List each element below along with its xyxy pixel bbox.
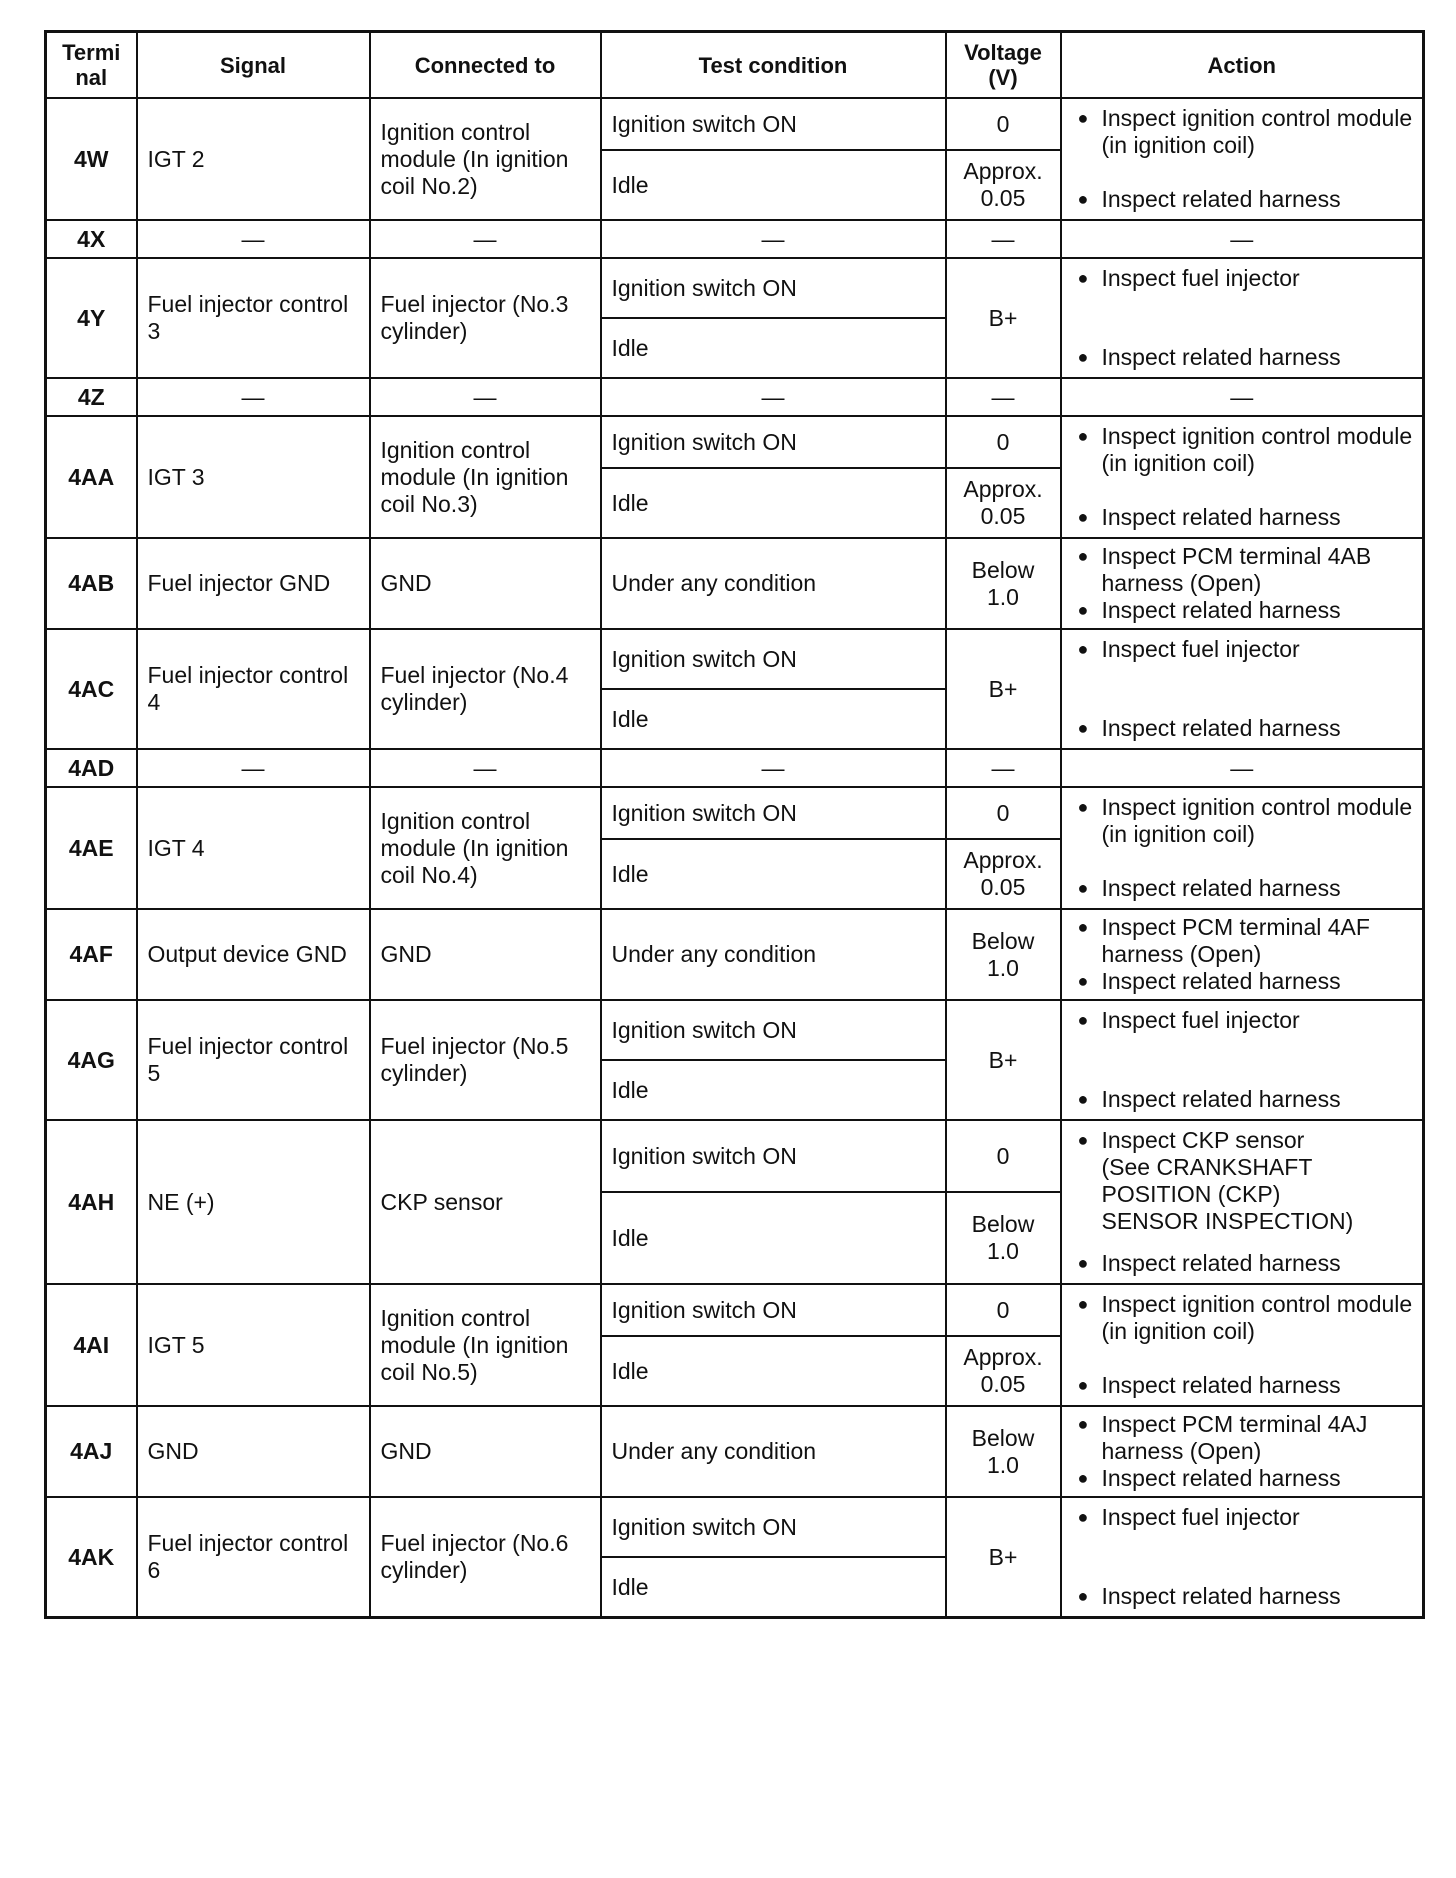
signal-cell: Fuel injector control 6 bbox=[137, 1497, 370, 1618]
voltage-cell: B+ bbox=[946, 1000, 1061, 1120]
signal-cell bbox=[137, 378, 370, 416]
action-list bbox=[1076, 1504, 1415, 1610]
pcm-terminal-table bbox=[44, 30, 1425, 1619]
test-condition-cell: Ignition switch ON bbox=[601, 1120, 946, 1192]
bullet-icon: ● bbox=[1077, 1130, 1089, 1150]
dash-mark: — bbox=[991, 225, 1015, 252]
test-condition-cell: Idle bbox=[601, 1192, 946, 1284]
action-text: Inspect related harness bbox=[1101, 968, 1341, 994]
dash-mark: — bbox=[473, 754, 497, 781]
action-cell bbox=[1061, 1497, 1424, 1618]
bullet-icon: ● bbox=[1077, 268, 1089, 288]
bullet-icon: ● bbox=[1077, 189, 1089, 209]
action-list bbox=[1076, 105, 1415, 213]
header-voltage: Voltage (V) bbox=[946, 32, 1061, 99]
dash-mark: — bbox=[241, 225, 265, 252]
action-item bbox=[1076, 265, 1415, 292]
action-cell bbox=[1061, 538, 1424, 629]
action-cell bbox=[1061, 258, 1424, 378]
terminal-cell: 4AH bbox=[46, 1120, 137, 1284]
action-text: Inspect PCM terminal 4AJ harness (Open) bbox=[1101, 1411, 1368, 1464]
terminal-cell: 4AA bbox=[46, 416, 137, 538]
terminal-cell: 4AK bbox=[46, 1497, 137, 1618]
action-text: Inspect related harness bbox=[1101, 1372, 1341, 1398]
action-item bbox=[1076, 1127, 1415, 1235]
action-text: Inspect CKP sensor (See CRANKSHAFT POSITION (CKP) SENSOR INSPECTION) bbox=[1101, 1127, 1354, 1234]
bullet-icon: ● bbox=[1077, 718, 1089, 738]
action-cell bbox=[1061, 749, 1424, 787]
bullet-icon: ● bbox=[1077, 1253, 1089, 1273]
connected-to-cell: Ignition control module (In ignition coil No.2) bbox=[370, 98, 601, 220]
dash-mark: — bbox=[761, 225, 785, 252]
table-row bbox=[46, 1497, 1424, 1557]
bullet-icon: ● bbox=[1077, 1586, 1089, 1606]
test-condition-cell: Ignition switch ON bbox=[601, 258, 946, 318]
table-row bbox=[46, 220, 1424, 258]
action-item bbox=[1076, 1291, 1415, 1345]
action-cell bbox=[1061, 98, 1424, 220]
connected-to-cell: Ignition control module (In ignition coil No.5) bbox=[370, 1284, 601, 1406]
connected-to-cell: GND bbox=[370, 909, 601, 1000]
test-condition-cell: Ignition switch ON bbox=[601, 1497, 946, 1557]
dash-mark: — bbox=[1230, 383, 1254, 410]
connected-to-cell: Fuel injector (No.3 cylinder) bbox=[370, 258, 601, 378]
voltage-cell: 0 bbox=[946, 787, 1061, 839]
voltage-cell: Approx. 0.05 bbox=[946, 150, 1061, 220]
connected-to-cell: Fuel injector (No.4 cylinder) bbox=[370, 629, 601, 749]
table-row bbox=[46, 787, 1424, 839]
action-list bbox=[1076, 265, 1415, 371]
signal-cell: IGT 5 bbox=[137, 1284, 370, 1406]
bullet-icon: ● bbox=[1077, 426, 1089, 446]
connected-to-cell: Ignition control module (In ignition coil No.4) bbox=[370, 787, 601, 909]
action-text: Inspect ignition control module (in ignition coil) bbox=[1101, 105, 1413, 158]
voltage-cell: 0 bbox=[946, 1120, 1061, 1192]
connected-to-cell: CKP sensor bbox=[370, 1120, 601, 1284]
action-text: Inspect fuel injector bbox=[1101, 1504, 1300, 1530]
header-action: Action bbox=[1061, 32, 1424, 99]
action-item bbox=[1076, 1372, 1415, 1399]
terminal-cell: 4AI bbox=[46, 1284, 137, 1406]
signal-cell: Output device GND bbox=[137, 909, 370, 1000]
action-cell bbox=[1061, 1120, 1424, 1284]
terminal-cell: 4Z bbox=[46, 378, 137, 416]
test-condition-cell: Idle bbox=[601, 689, 946, 749]
dash-mark: — bbox=[761, 754, 785, 781]
test-condition-cell: Ignition switch ON bbox=[601, 98, 946, 150]
terminal-cell: 4AE bbox=[46, 787, 137, 909]
test-condition-cell: Idle bbox=[601, 1336, 946, 1406]
test-condition-cell: Ignition switch ON bbox=[601, 629, 946, 689]
connected-to-cell: Fuel injector (No.5 cylinder) bbox=[370, 1000, 601, 1120]
action-cell bbox=[1061, 378, 1424, 416]
test-condition-cell: Idle bbox=[601, 1060, 946, 1120]
bullet-icon: ● bbox=[1077, 1507, 1089, 1527]
action-item bbox=[1076, 1086, 1415, 1113]
action-item bbox=[1076, 1504, 1415, 1531]
connected-to-cell bbox=[370, 378, 601, 416]
connected-to-cell: GND bbox=[370, 538, 601, 629]
action-text: Inspect related harness bbox=[1101, 504, 1341, 530]
voltage-cell: 0 bbox=[946, 416, 1061, 468]
voltage-cell: B+ bbox=[946, 1497, 1061, 1618]
action-text: Inspect related harness bbox=[1101, 344, 1341, 370]
action-text: Inspect related harness bbox=[1101, 715, 1341, 741]
voltage-cell: Below 1.0 bbox=[946, 909, 1061, 1000]
bullet-icon: ● bbox=[1077, 1414, 1089, 1434]
terminal-cell: 4AJ bbox=[46, 1406, 137, 1497]
table-row bbox=[46, 98, 1424, 150]
action-text: Inspect related harness bbox=[1101, 1583, 1341, 1609]
action-item bbox=[1076, 105, 1415, 159]
voltage-cell: Below 1.0 bbox=[946, 1192, 1061, 1284]
action-item bbox=[1076, 1250, 1415, 1277]
test-condition-cell: Under any condition bbox=[601, 909, 946, 1000]
action-list bbox=[1076, 1411, 1415, 1492]
action-cell bbox=[1061, 416, 1424, 538]
bullet-icon: ● bbox=[1077, 1089, 1089, 1109]
header-signal: Signal bbox=[137, 32, 370, 99]
action-text: Inspect related harness bbox=[1101, 597, 1341, 623]
voltage-cell: Approx. 0.05 bbox=[946, 839, 1061, 909]
action-text: Inspect PCM terminal 4AB harness (Open) bbox=[1101, 543, 1372, 596]
signal-cell: Fuel injector control 4 bbox=[137, 629, 370, 749]
voltage-cell: Approx. 0.05 bbox=[946, 468, 1061, 538]
action-item bbox=[1076, 875, 1415, 902]
action-item bbox=[1076, 1465, 1415, 1492]
bullet-icon: ● bbox=[1077, 639, 1089, 659]
test-condition-cell bbox=[601, 749, 946, 787]
test-condition-cell: Ignition switch ON bbox=[601, 1284, 946, 1336]
voltage-cell: 0 bbox=[946, 1284, 1061, 1336]
action-cell bbox=[1061, 787, 1424, 909]
action-list bbox=[1076, 423, 1415, 531]
dash-mark: — bbox=[473, 383, 497, 410]
terminal-cell: 4W bbox=[46, 98, 137, 220]
table-row bbox=[46, 1120, 1424, 1192]
table-row bbox=[46, 378, 1424, 416]
terminal-cell: 4AC bbox=[46, 629, 137, 749]
table-row bbox=[46, 1406, 1424, 1497]
terminal-cell: 4AD bbox=[46, 749, 137, 787]
bullet-icon: ● bbox=[1077, 878, 1089, 898]
action-text: Inspect PCM terminal 4AF harness (Open) bbox=[1101, 914, 1370, 967]
dash-mark: — bbox=[991, 754, 1015, 781]
signal-cell: IGT 3 bbox=[137, 416, 370, 538]
action-text: Inspect ignition control module (in ignition coil) bbox=[1101, 1291, 1413, 1344]
action-text: Inspect ignition control module (in ignition coil) bbox=[1101, 794, 1413, 847]
terminal-cell: 4AG bbox=[46, 1000, 137, 1120]
voltage-cell bbox=[946, 749, 1061, 787]
signal-cell bbox=[137, 220, 370, 258]
action-item bbox=[1076, 715, 1415, 742]
terminal-cell: 4Y bbox=[46, 258, 137, 378]
test-condition-cell bbox=[601, 378, 946, 416]
action-list bbox=[1076, 1291, 1415, 1399]
header-row bbox=[46, 32, 1424, 99]
action-list bbox=[1076, 914, 1415, 995]
connected-to-cell: Ignition control module (In ignition coil No.3) bbox=[370, 416, 601, 538]
bullet-icon: ● bbox=[1077, 971, 1089, 991]
voltage-cell: 0 bbox=[946, 98, 1061, 150]
action-item bbox=[1076, 597, 1415, 624]
table-row bbox=[46, 258, 1424, 318]
connected-to-cell: Fuel injector (No.6 cylinder) bbox=[370, 1497, 601, 1618]
table-row bbox=[46, 416, 1424, 468]
dash-mark: — bbox=[241, 754, 265, 781]
test-condition-cell: Under any condition bbox=[601, 1406, 946, 1497]
action-text: Inspect ignition control module (in ignition coil) bbox=[1101, 423, 1413, 476]
action-item bbox=[1076, 344, 1415, 371]
voltage-cell: Approx. 0.05 bbox=[946, 1336, 1061, 1406]
bullet-icon: ● bbox=[1077, 108, 1089, 128]
voltage-cell: Below 1.0 bbox=[946, 1406, 1061, 1497]
action-item bbox=[1076, 543, 1415, 597]
voltage-cell: Below 1.0 bbox=[946, 538, 1061, 629]
action-item bbox=[1076, 186, 1415, 213]
connected-to-cell bbox=[370, 220, 601, 258]
header-terminal: Termi nal bbox=[46, 32, 137, 99]
action-text: Inspect fuel injector bbox=[1101, 265, 1300, 291]
bullet-icon: ● bbox=[1077, 917, 1089, 937]
dash-mark: — bbox=[241, 383, 265, 410]
action-cell bbox=[1061, 1406, 1424, 1497]
terminal-cell: 4X bbox=[46, 220, 137, 258]
dash-mark: — bbox=[761, 383, 785, 410]
signal-cell: IGT 4 bbox=[137, 787, 370, 909]
action-item bbox=[1076, 504, 1415, 531]
connected-to-cell bbox=[370, 749, 601, 787]
signal-cell: Fuel injector control 5 bbox=[137, 1000, 370, 1120]
action-cell bbox=[1061, 909, 1424, 1000]
bullet-icon: ● bbox=[1077, 1375, 1089, 1395]
action-list bbox=[1076, 1127, 1415, 1277]
test-condition-cell: Idle bbox=[601, 468, 946, 538]
bullet-icon: ● bbox=[1077, 546, 1089, 566]
action-item bbox=[1076, 968, 1415, 995]
test-condition-cell: Under any condition bbox=[601, 538, 946, 629]
header-connected-to: Connected to bbox=[370, 32, 601, 99]
test-condition-cell: Idle bbox=[601, 150, 946, 220]
signal-cell: Fuel injector GND bbox=[137, 538, 370, 629]
action-item bbox=[1076, 794, 1415, 848]
dash-mark: — bbox=[473, 225, 497, 252]
bullet-icon: ● bbox=[1077, 1468, 1089, 1488]
terminal-cell: 4AF bbox=[46, 909, 137, 1000]
dash-mark: — bbox=[1230, 225, 1254, 252]
dash-mark: — bbox=[1230, 754, 1254, 781]
action-item bbox=[1076, 1007, 1415, 1034]
voltage-cell bbox=[946, 220, 1061, 258]
action-item bbox=[1076, 1411, 1415, 1465]
test-condition-cell: Idle bbox=[601, 1557, 946, 1618]
action-text: Inspect related harness bbox=[1101, 1250, 1341, 1276]
bullet-icon: ● bbox=[1077, 347, 1089, 367]
table-row bbox=[46, 629, 1424, 689]
bullet-icon: ● bbox=[1077, 600, 1089, 620]
action-list bbox=[1076, 543, 1415, 624]
test-condition-cell: Idle bbox=[601, 839, 946, 909]
test-condition-cell: Idle bbox=[601, 318, 946, 378]
voltage-cell: B+ bbox=[946, 629, 1061, 749]
action-text: Inspect related harness bbox=[1101, 1465, 1341, 1491]
signal-cell: Fuel injector control 3 bbox=[137, 258, 370, 378]
table-row bbox=[46, 749, 1424, 787]
table-row bbox=[46, 538, 1424, 629]
dash-mark: — bbox=[991, 383, 1015, 410]
action-list bbox=[1076, 1007, 1415, 1113]
table-row bbox=[46, 1284, 1424, 1336]
action-text: Inspect related harness bbox=[1101, 1086, 1341, 1112]
action-item bbox=[1076, 636, 1415, 663]
action-item bbox=[1076, 914, 1415, 968]
action-cell bbox=[1061, 1000, 1424, 1120]
table-row bbox=[46, 1000, 1424, 1060]
action-text: Inspect fuel injector bbox=[1101, 636, 1300, 662]
action-list bbox=[1076, 636, 1415, 742]
action-cell bbox=[1061, 1284, 1424, 1406]
bullet-icon: ● bbox=[1077, 797, 1089, 817]
test-condition-cell: Ignition switch ON bbox=[601, 787, 946, 839]
connected-to-cell: GND bbox=[370, 1406, 601, 1497]
bullet-icon: ● bbox=[1077, 1010, 1089, 1030]
action-text: Inspect related harness bbox=[1101, 875, 1341, 901]
action-text: Inspect fuel injector bbox=[1101, 1007, 1300, 1033]
signal-cell bbox=[137, 749, 370, 787]
action-item bbox=[1076, 423, 1415, 477]
signal-cell: IGT 2 bbox=[137, 98, 370, 220]
voltage-cell: B+ bbox=[946, 258, 1061, 378]
test-condition-cell bbox=[601, 220, 946, 258]
signal-cell: GND bbox=[137, 1406, 370, 1497]
bullet-icon: ● bbox=[1077, 507, 1089, 527]
action-item bbox=[1076, 1583, 1415, 1610]
table-body bbox=[46, 98, 1424, 1618]
bullet-icon: ● bbox=[1077, 1294, 1089, 1314]
signal-cell: NE (+) bbox=[137, 1120, 370, 1284]
action-cell bbox=[1061, 629, 1424, 749]
action-text: Inspect related harness bbox=[1101, 186, 1341, 212]
voltage-cell bbox=[946, 378, 1061, 416]
header-test-condition: Test condition bbox=[601, 32, 946, 99]
terminal-cell: 4AB bbox=[46, 538, 137, 629]
test-condition-cell: Ignition switch ON bbox=[601, 416, 946, 468]
action-list bbox=[1076, 794, 1415, 902]
table-row bbox=[46, 909, 1424, 1000]
test-condition-cell: Ignition switch ON bbox=[601, 1000, 946, 1060]
action-cell bbox=[1061, 220, 1424, 258]
